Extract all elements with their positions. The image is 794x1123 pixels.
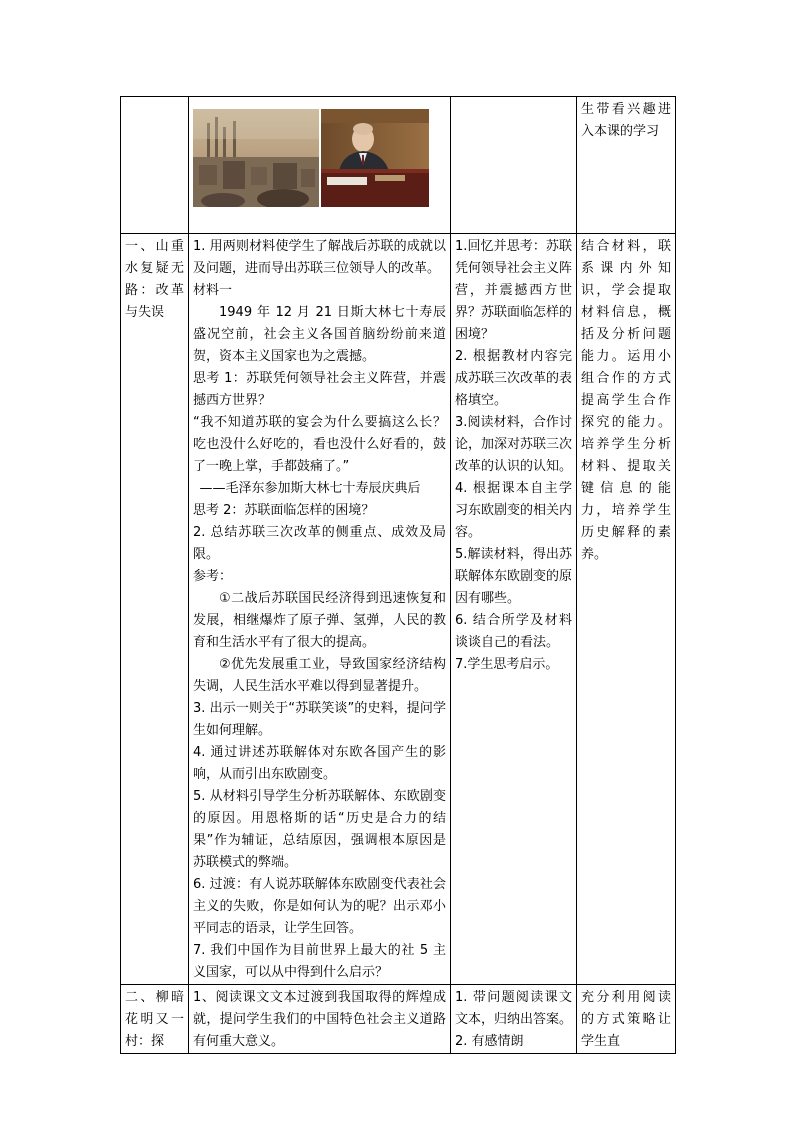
reference-point: ②优先发展重工业，导致国家经济结构失调，人民生活水平难以得到显著提升。 xyxy=(193,657,446,694)
stage-title: 二、柳暗花明又一村：探 xyxy=(125,990,184,1049)
stage-cell xyxy=(121,234,189,985)
stage-cell xyxy=(121,97,189,234)
design-intent-text: 充分利用阅读的方式策略让学生直 xyxy=(581,990,671,1049)
stage-title: 一、山重水复疑无路：改革与失误 xyxy=(125,239,184,320)
teacher-step: 1. 用两则材料使学生了解战后苏联的成就以及问题，进而导出苏联三位领导人的改革。 xyxy=(193,239,446,276)
design-intent-cell xyxy=(577,234,676,985)
lesson-plan-table xyxy=(120,96,676,1054)
reference-label: 参考： xyxy=(193,569,233,584)
teacher-step: 1、阅读课文文本过渡到我国取得的辉煌成就，提问学生我们的中国特色社会主义道路有何重大意义。 xyxy=(193,990,446,1049)
teacher-step: 4. 通过讲述苏联解体对东欧各国产生的影响，从而引出东欧剧变。 xyxy=(193,745,446,782)
student-step: 3.阅读材料，合作讨论，加深对苏联三次改革的认识的认知。 xyxy=(455,415,573,474)
design-intent-cell xyxy=(577,985,676,1054)
student-step: 6. 结合所学及材料谈谈自己的看法。 xyxy=(455,613,572,650)
student-activity-cell xyxy=(451,97,577,234)
teacher-step: 7. 我们中国作为目前世界上最大的社 5 主义国家，可以从中得到什么启示？ xyxy=(193,943,446,980)
material-text: 1949 年 12 月 21 日斯大林七十寿辰盛况空前，社会主义各国首脑纷纷前来道贺，资本主义国家也为之震撼。 xyxy=(193,305,446,364)
table-row xyxy=(121,97,676,234)
teacher-step: 6. 过渡：有人说苏联解体东欧剧变代表社会主义的失败，你是如何认为的呢？出示邓小平同志的语录，让学生回答。 xyxy=(193,877,446,936)
quote-source: ——毛泽东参加斯大林七十寿辰庆典后 xyxy=(199,481,421,496)
quote-text: “我不知道苏联的宴会为什么要搞这么长？吃也没什么好吃的，看也没什么好看的，鼓了一晚上掌，手都鼓痛了。” xyxy=(193,415,446,474)
teacher-step: 5. 从材料引导学生分析苏联解体、东欧剧变的原因。用恩格斯的话“历史是合力的结果”作为辅证，总结原因，强调根本原因是苏联模式的弊端。 xyxy=(193,789,446,870)
stage-cell xyxy=(121,985,189,1054)
student-activity-cell xyxy=(451,985,577,1054)
material-label: 材料一 xyxy=(193,283,233,298)
student-step: 2. 根据教材内容完成苏联三次改革的表格填空。 xyxy=(455,349,573,408)
teacher-step: 2. 总结苏联三次改革的侧重点、成效及局限。 xyxy=(193,525,446,562)
teacher-step: 3. 出示一则关于“苏联笑谈”的史料，提问学生如何理解。 xyxy=(193,701,446,738)
photo-strip xyxy=(193,99,446,207)
gorbachev-speech-photo xyxy=(321,109,429,207)
city-smog-photo xyxy=(193,109,319,207)
student-step: 5.解读材料，得出苏联解体东欧剧变的原因有哪些。 xyxy=(455,547,573,606)
teacher-activity-cell xyxy=(189,985,451,1054)
teacher-activity-cell xyxy=(189,97,451,234)
student-step: 4. 根据课本自主学习东欧剧变的相关内容。 xyxy=(455,481,573,540)
table-row xyxy=(121,234,676,985)
teacher-question: 思考 2：苏联面临怎样的困境？ xyxy=(193,503,375,518)
table-row xyxy=(121,985,676,1054)
design-intent-cell xyxy=(577,97,676,234)
student-step: 1. 带问题阅读课文文本，归纳出答案。2. 有感情朗 xyxy=(455,990,573,1049)
design-intent-text: 生带看兴趣进入本课的学习 xyxy=(581,102,671,139)
teacher-question: 思考 1：苏联凭何领导社会主义阵营，并震撼西方世界？ xyxy=(193,371,446,408)
design-intent-text: 结合材料，联系课内外知识，学会提取材料信息，概括及分析问题能力。运用小组合作的方式提高学生合作探究的能力。培养学生分析材料、提取关键信息的能力，培养学生历史解释的素养。 xyxy=(581,239,671,562)
student-activity-cell xyxy=(451,234,577,985)
reference-point: ①二战后苏联国民经济得到迅速恢复和发展，相继爆炸了原子弹、氢弹，人民的教育和生活水平有了很大的提高。 xyxy=(193,591,446,650)
student-step: 1.回忆并思考：苏联凭何领导社会主义阵营，并震撼西方世界？苏联面临怎样的困境？ xyxy=(455,239,573,342)
teacher-activity-cell xyxy=(189,234,451,985)
student-step: 7.学生思考启示。 xyxy=(455,657,559,672)
